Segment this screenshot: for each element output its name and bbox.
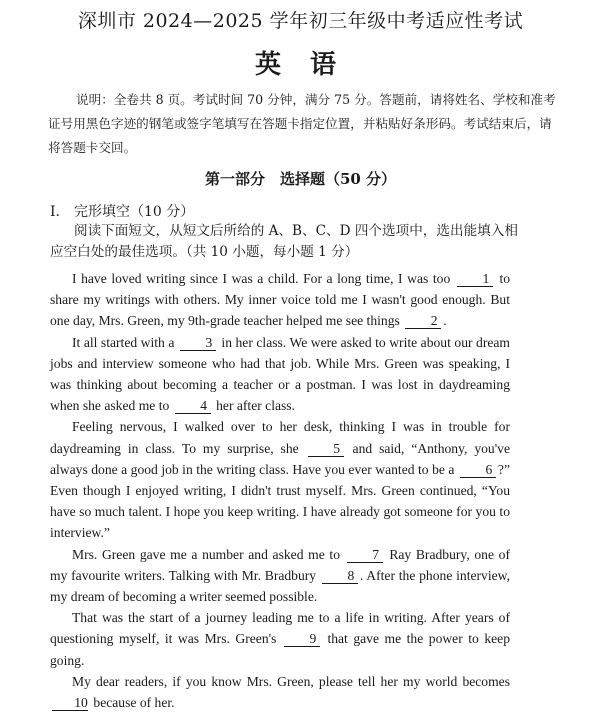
cloze-passage (50, 268, 510, 713)
passage-text: . (443, 313, 447, 329)
passage-text: It all started with a (72, 334, 175, 350)
passage-paragraph-1 (50, 268, 510, 332)
passage-text: My dear readers, if you know Mrs. Green, please tell her my world becomes (72, 673, 510, 689)
blank-8: 8 (322, 569, 358, 584)
exam-title: 深圳市 2024—2025 学年初三年级中考适应性考试 (77, 10, 524, 32)
passage-text: that gave me the power to keep going. (50, 631, 511, 668)
blank-9: 9 (284, 632, 320, 647)
section-title: 完形填空（10 分） (73, 204, 195, 220)
blank-2: 2 (405, 314, 441, 329)
passage-paragraph-2 (50, 332, 510, 417)
passage-text: I have loved writing since I was a child. For a long time, I was too (72, 271, 451, 286)
blank-7: 7 (347, 548, 383, 563)
passage-text: ?” Even though I enjoyed writing, I didn't trust myself. Mrs. Green continued, “You have so much talent. I hope you keep writing. I have already got someone for you to interview.” (50, 461, 510, 541)
blank-6: 6 (460, 463, 496, 478)
passage-text: Feeling nervous, I walked over to her desk, thinking I was in trouble for daydreaming in class. To my surprise, she (50, 419, 510, 456)
blank-10: 10 (52, 696, 88, 711)
part-title: 第一部分 选择题（50 分） (204, 170, 397, 188)
passage-text: her after class. (216, 398, 295, 414)
passage-text: and said, “Anthony, you've always done a good job in the writing class. Have you ever wanted to be a (50, 440, 510, 477)
blank-3: 3 (180, 336, 216, 351)
passage-text: . After the phone interview, my dream of becoming a writer seemed possible. (50, 567, 510, 605)
exam-instructions: 说明：全卷共 8 页。考试时间 70 分钟，满分 75 分。答题前，请将姓名、学校和准考证号用黑色字迹的钢笔或签字笔填写在答题卡指定位置，并粘贴好条形码。考试结束后，请将答题卡交回。 (48, 92, 556, 155)
passage-paragraph-4 (50, 544, 510, 608)
passage-text: to share my writings with others. My inner voice told me I wasn't good enough. But one day, Mrs. Green, my 9th-grade teacher helped me see things (50, 271, 511, 329)
passage-text: Mrs. Green gave me a number and asked me to (72, 546, 340, 562)
passage-paragraph-6 (50, 671, 510, 713)
passage-paragraph-3 (50, 416, 510, 543)
section-number: I. (50, 204, 60, 220)
passage-text: in her class. We were asked to write about our dream jobs and interview someone who had that job. While Mrs. Green was speaking, I was thinking about becoming a teacher or a postman. I was lost in daydreaming when she asked me to (50, 334, 510, 414)
passage-paragraph-5 (50, 607, 510, 671)
passage-text: That was the start of a journey leading me to a life in writing. After years of questioning myself, it was Mrs. Green's (50, 610, 510, 647)
passage-text: because of her. (93, 695, 175, 711)
section-directions: 阅读下面短文，从短文后所给的 A、B、C、D 四个选项中，选出能填入相应空白处的最佳选项。（共 10 小题，每小题 1 分） (50, 223, 518, 260)
subject-title: 英 语 (254, 50, 347, 80)
passage-text: Ray Bradbury, one of my favourite writers. Talking with Mr. Bradbury (50, 546, 510, 583)
blank-5: 5 (308, 442, 344, 457)
blank-1: 1 (457, 272, 493, 287)
section-heading (50, 201, 194, 221)
blank-4: 4 (175, 399, 211, 414)
